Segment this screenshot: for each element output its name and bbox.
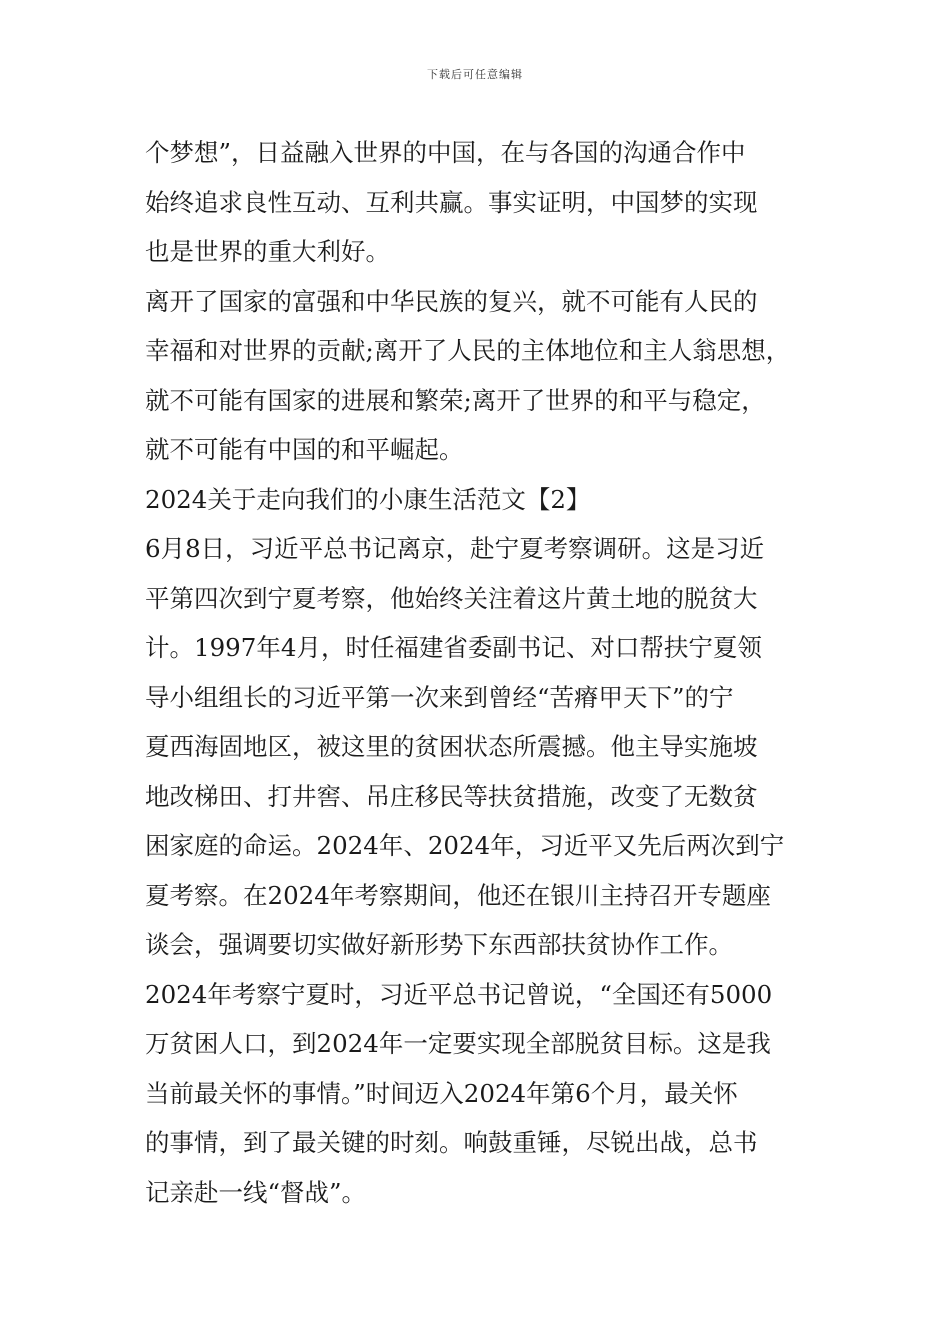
text-line: 幸福和对世界的贡献;离开了人民的主体地位和主人翁思想， bbox=[145, 336, 791, 365]
text-line: 困家庭的命运。2024年、2024年，习近平又先后两次到宁 bbox=[145, 831, 785, 860]
text-line: 6月8日，习近平总书记离京，赴宁夏考察调研。这是习近 bbox=[145, 534, 765, 563]
section-heading bbox=[145, 475, 815, 525]
text-line: 导小组组长的习近平第一次来到曾经“苦瘠甲天下”的宁 bbox=[145, 682, 734, 712]
text-line: 夏考察。在2024年考察期间，他还在银川主持召开专题座 bbox=[145, 880, 771, 910]
page-header: 下载后可任意编辑 bbox=[427, 68, 523, 81]
text-line: 的事情，到了最关键的时刻。响鼓重锤，尽锐出战，总书 bbox=[145, 1128, 758, 1157]
text-line: 离开了国家的富强和中华民族的复兴，就不可能有人民的 bbox=[145, 286, 758, 316]
text-line: 始终追求良性互动、互利共赢。事实证明，中国梦的实现 bbox=[145, 187, 758, 217]
text-line: 计。1997年4月，时任福建省委副书记、对口帮扶宁夏领 bbox=[145, 633, 762, 662]
text-line: 记亲赴一线“督战”。 bbox=[145, 1177, 367, 1207]
text-line: 就不可能有中国的和平崛起。 bbox=[145, 435, 464, 464]
paragraph bbox=[145, 524, 815, 970]
text-line: 万贫困人口，到2024年一定要实现全部脱贫目标。这是我 bbox=[145, 1029, 771, 1058]
document-body bbox=[145, 128, 815, 1217]
text-line: 平第四次到宁夏考察，他始终关注着这片黄土地的脱贫大 bbox=[145, 583, 758, 613]
paragraph bbox=[145, 128, 815, 277]
heading-line: 2024关于走向我们的小康生活范文【2】 bbox=[145, 484, 591, 514]
text-line: 谈会，强调要切实做好新形势下东西部扶贫协作工作。 bbox=[145, 930, 733, 959]
text-line: 就不可能有国家的进展和繁荣;离开了世界的和平与稳定， bbox=[145, 385, 766, 415]
text-line: 当前最关怀的事情。”时间迈入2024年第6个月，最关怀 bbox=[145, 1078, 738, 1108]
paragraph bbox=[145, 970, 815, 1218]
text-line: 地改梯田、打井窖、吊庄移民等扶贫措施，改变了无数贫 bbox=[145, 781, 758, 811]
text-line: 个梦想”，日益融入世界的中国，在与各国的沟通合作中 bbox=[145, 138, 746, 167]
text-line: 夏西海固地区，被这里的贫困状态所震撼。他主导实施坡 bbox=[145, 732, 758, 761]
text-line: 也是世界的重大利好。 bbox=[145, 237, 390, 266]
paragraph bbox=[145, 277, 815, 475]
text-line: 2024年考察宁夏时，习近平总书记曾说，“全国还有5000 bbox=[145, 979, 773, 1009]
